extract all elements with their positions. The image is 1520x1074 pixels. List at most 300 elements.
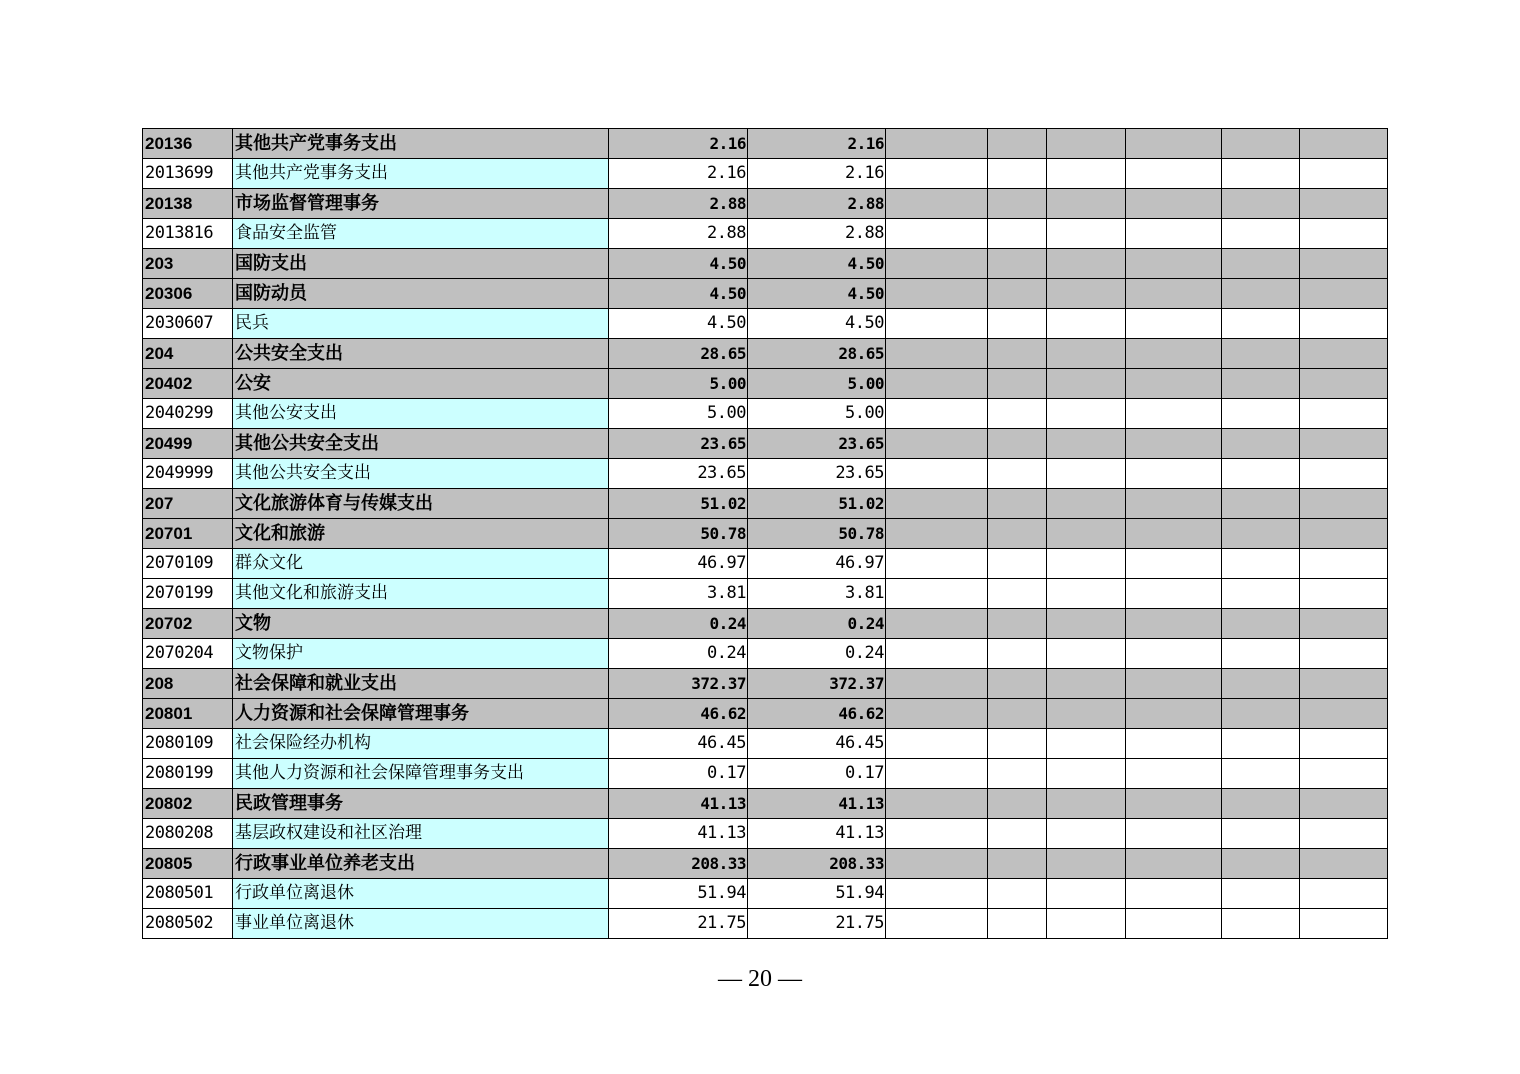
empty-cell [886,579,988,609]
total-amount-cell: 51.02 [609,489,748,519]
total-amount-cell: 2.88 [609,219,748,249]
empty-cell [886,399,988,429]
total-amount-cell: 46.45 [609,729,748,759]
subject-code-cell: 20138 [143,189,233,219]
empty-cell [1222,429,1300,459]
subject-name-cell: 其他公共安全支出 [233,459,609,489]
empty-cell [1126,669,1222,699]
empty-cell [1222,609,1300,639]
empty-cell [1222,189,1300,219]
empty-cell [1047,849,1126,879]
empty-cell [988,849,1047,879]
empty-cell [1047,789,1126,819]
empty-cell [1300,369,1388,399]
empty-cell [1300,819,1388,849]
empty-cell [988,819,1047,849]
basic-amount-cell: 208.33 [748,849,886,879]
empty-cell [1126,579,1222,609]
empty-cell [1047,879,1126,909]
basic-amount-cell: 372.37 [748,669,886,699]
basic-amount-cell: 46.62 [748,699,886,729]
empty-cell [1126,279,1222,309]
basic-amount-cell: 2.16 [748,159,886,189]
empty-cell [886,549,988,579]
subject-name-cell: 国防支出 [233,249,609,279]
empty-cell [886,369,988,399]
subject-name-cell: 行政事业单位养老支出 [233,849,609,879]
empty-cell [1047,159,1126,189]
empty-cell [1222,879,1300,909]
subject-name-cell: 其他公安支出 [233,399,609,429]
subject-name-cell: 社会保险经办机构 [233,729,609,759]
total-amount-cell: 0.24 [609,639,748,669]
empty-cell [1126,159,1222,189]
subject-name-cell: 其他文化和旅游支出 [233,579,609,609]
page-number: — 20 — [718,966,802,992]
subject-name-cell: 公安 [233,369,609,399]
subject-name-cell: 行政单位离退休 [233,879,609,909]
table-row [143,429,1388,459]
empty-cell [1300,909,1388,939]
empty-cell [1222,729,1300,759]
empty-cell [886,729,988,759]
basic-amount-cell: 4.50 [748,249,886,279]
subject-name-cell: 文物 [233,609,609,639]
table-row [143,699,1388,729]
total-amount-cell: 23.65 [609,429,748,459]
empty-cell [988,339,1047,369]
empty-cell [1126,819,1222,849]
table-row [143,819,1388,849]
empty-cell [988,489,1047,519]
total-amount-cell: 2.16 [609,129,748,159]
empty-cell [1300,789,1388,819]
empty-cell [1126,639,1222,669]
empty-cell [1222,369,1300,399]
empty-cell [1047,639,1126,669]
empty-cell [1222,579,1300,609]
empty-cell [886,249,988,279]
empty-cell [1300,159,1388,189]
empty-cell [1222,519,1300,549]
total-amount-cell: 3.81 [609,579,748,609]
empty-cell [1222,759,1300,789]
basic-amount-cell: 23.65 [748,459,886,489]
table-body [143,129,1388,939]
total-amount-cell: 4.50 [609,279,748,309]
empty-cell [1222,909,1300,939]
empty-cell [1047,909,1126,939]
table-row [143,159,1388,189]
empty-cell [1047,759,1126,789]
empty-cell [988,729,1047,759]
empty-cell [988,399,1047,429]
empty-cell [988,909,1047,939]
total-amount-cell: 2.88 [609,189,748,219]
total-amount-cell: 28.65 [609,339,748,369]
empty-cell [1126,789,1222,819]
subject-name-cell: 食品安全监管 [233,219,609,249]
empty-cell [1047,669,1126,699]
basic-amount-cell: 41.13 [748,789,886,819]
total-amount-cell: 4.50 [609,309,748,339]
table-row [143,219,1388,249]
empty-cell [886,279,988,309]
subject-code-cell: 20702 [143,609,233,639]
empty-cell [1126,849,1222,879]
subject-name-cell: 公共安全支出 [233,339,609,369]
empty-cell [1126,399,1222,429]
total-amount-cell: 4.50 [609,249,748,279]
empty-cell [1047,129,1126,159]
empty-cell [1222,699,1300,729]
empty-cell [1300,669,1388,699]
empty-cell [1300,459,1388,489]
empty-cell [988,879,1047,909]
empty-cell [886,339,988,369]
empty-cell [1300,219,1388,249]
empty-cell [886,489,988,519]
empty-cell [1126,879,1222,909]
subject-name-cell: 社会保障和就业支出 [233,669,609,699]
table-row [143,459,1388,489]
subject-code-cell: 203 [143,249,233,279]
empty-cell [1222,489,1300,519]
basic-amount-cell: 50.78 [748,519,886,549]
empty-cell [988,759,1047,789]
table-row [143,399,1388,429]
basic-amount-cell: 5.00 [748,399,886,429]
empty-cell [886,879,988,909]
subject-code-cell: 20402 [143,369,233,399]
table-row [143,879,1388,909]
empty-cell [988,609,1047,639]
empty-cell [886,189,988,219]
subject-name-cell: 文物保护 [233,639,609,669]
subject-name-cell: 其他公共安全支出 [233,429,609,459]
empty-cell [1300,279,1388,309]
subject-name-cell: 其他共产党事务支出 [233,159,609,189]
empty-cell [1047,189,1126,219]
subject-code-cell: 2080199 [143,759,233,789]
basic-amount-cell: 5.00 [748,369,886,399]
subject-name-cell: 其他共产党事务支出 [233,129,609,159]
subject-code-cell: 2070109 [143,549,233,579]
empty-cell [988,549,1047,579]
subject-code-cell: 20701 [143,519,233,549]
basic-amount-cell: 4.50 [748,309,886,339]
empty-cell [886,459,988,489]
empty-cell [1047,489,1126,519]
empty-cell [1300,309,1388,339]
subject-code-cell: 20801 [143,699,233,729]
empty-cell [1300,759,1388,789]
basic-amount-cell: 46.97 [748,549,886,579]
empty-cell [988,639,1047,669]
subject-code-cell: 2070204 [143,639,233,669]
basic-amount-cell: 51.02 [748,489,886,519]
empty-cell [1222,399,1300,429]
empty-cell [988,669,1047,699]
empty-cell [1126,189,1222,219]
empty-cell [1047,819,1126,849]
subject-name-cell: 人力资源和社会保障管理事务 [233,699,609,729]
empty-cell [1047,699,1126,729]
total-amount-cell: 41.13 [609,789,748,819]
empty-cell [988,369,1047,399]
subject-code-cell: 204 [143,339,233,369]
table-row [143,669,1388,699]
empty-cell [988,159,1047,189]
empty-cell [1126,369,1222,399]
empty-cell [1222,159,1300,189]
empty-cell [1047,579,1126,609]
empty-cell [1222,849,1300,879]
empty-cell [1126,129,1222,159]
empty-cell [1300,729,1388,759]
table-row [143,309,1388,339]
empty-cell [886,609,988,639]
subject-code-cell: 2070199 [143,579,233,609]
basic-amount-cell: 51.94 [748,879,886,909]
total-amount-cell: 0.24 [609,609,748,639]
empty-cell [1222,309,1300,339]
total-amount-cell: 23.65 [609,459,748,489]
table-row [143,369,1388,399]
empty-cell [1126,489,1222,519]
total-amount-cell: 51.94 [609,879,748,909]
empty-cell [1126,699,1222,729]
empty-cell [1047,309,1126,339]
empty-cell [988,519,1047,549]
subject-code-cell: 2080501 [143,879,233,909]
subject-code-cell: 2013816 [143,219,233,249]
empty-cell [1047,249,1126,279]
table-row [143,639,1388,669]
empty-cell [1300,339,1388,369]
empty-cell [1047,729,1126,759]
subject-name-cell: 国防动员 [233,279,609,309]
empty-cell [1047,519,1126,549]
total-amount-cell: 21.75 [609,909,748,939]
subject-name-cell: 市场监督管理事务 [233,189,609,219]
table-row [143,609,1388,639]
empty-cell [886,129,988,159]
empty-cell [886,909,988,939]
empty-cell [1300,489,1388,519]
empty-cell [988,429,1047,459]
table-row [143,519,1388,549]
empty-cell [1300,399,1388,429]
empty-cell [1300,879,1388,909]
subject-name-cell: 其他人力资源和社会保障管理事务支出 [233,759,609,789]
empty-cell [1126,249,1222,279]
table-row [143,489,1388,519]
empty-cell [886,699,988,729]
empty-cell [988,129,1047,159]
empty-cell [1047,549,1126,579]
empty-cell [1126,909,1222,939]
total-amount-cell: 5.00 [609,369,748,399]
table-row [143,249,1388,279]
basic-amount-cell: 21.75 [748,909,886,939]
empty-cell [1047,279,1126,309]
empty-cell [988,699,1047,729]
empty-cell [886,789,988,819]
total-amount-cell: 41.13 [609,819,748,849]
empty-cell [1300,549,1388,579]
empty-cell [886,519,988,549]
empty-cell [1222,669,1300,699]
subject-name-cell: 基层政权建设和社区治理 [233,819,609,849]
subject-code-cell: 2049999 [143,459,233,489]
basic-amount-cell: 2.88 [748,219,886,249]
empty-cell [886,159,988,189]
basic-amount-cell: 23.65 [748,429,886,459]
empty-cell [988,459,1047,489]
empty-cell [1047,429,1126,459]
basic-amount-cell: 3.81 [748,579,886,609]
subject-code-cell: 2030607 [143,309,233,339]
table-row [143,909,1388,939]
empty-cell [1300,249,1388,279]
empty-cell [988,219,1047,249]
empty-cell [1047,609,1126,639]
total-amount-cell: 5.00 [609,399,748,429]
subject-code-cell: 207 [143,489,233,519]
basic-amount-cell: 2.16 [748,129,886,159]
empty-cell [1222,789,1300,819]
subject-code-cell: 2013699 [143,159,233,189]
basic-amount-cell: 0.24 [748,639,886,669]
empty-cell [886,429,988,459]
table-row [143,279,1388,309]
subject-name-cell: 事业单位离退休 [233,909,609,939]
total-amount-cell: 208.33 [609,849,748,879]
empty-cell [886,309,988,339]
subject-code-cell: 20306 [143,279,233,309]
empty-cell [1222,639,1300,669]
subject-code-cell: 20805 [143,849,233,879]
empty-cell [1047,459,1126,489]
table-row [143,729,1388,759]
basic-amount-cell: 0.24 [748,609,886,639]
empty-cell [1047,399,1126,429]
empty-cell [886,819,988,849]
empty-cell [886,849,988,879]
empty-cell [1126,309,1222,339]
subject-code-cell: 2080109 [143,729,233,759]
subject-name-cell: 群众文化 [233,549,609,579]
empty-cell [1222,249,1300,279]
table-row [143,129,1388,159]
empty-cell [1047,339,1126,369]
empty-cell [1126,609,1222,639]
empty-cell [1300,189,1388,219]
empty-cell [1222,219,1300,249]
empty-cell [1126,339,1222,369]
basic-amount-cell: 2.88 [748,189,886,219]
table-row [143,849,1388,879]
empty-cell [1222,129,1300,159]
subject-code-cell: 208 [143,669,233,699]
empty-cell [1126,429,1222,459]
subject-name-cell: 文化旅游体育与传媒支出 [233,489,609,519]
empty-cell [988,789,1047,819]
subject-code-cell: 20136 [143,129,233,159]
empty-cell [886,219,988,249]
subject-name-cell: 民政管理事务 [233,789,609,819]
empty-cell [886,639,988,669]
empty-cell [1300,579,1388,609]
empty-cell [1126,729,1222,759]
empty-cell [1126,759,1222,789]
basic-amount-cell: 0.17 [748,759,886,789]
empty-cell [988,579,1047,609]
budget-expenditure-table [142,128,1388,939]
table-row [143,189,1388,219]
empty-cell [1300,429,1388,459]
empty-cell [1300,519,1388,549]
subject-code-cell: 2080208 [143,819,233,849]
subject-code-cell: 2080502 [143,909,233,939]
total-amount-cell: 46.97 [609,549,748,579]
total-amount-cell: 46.62 [609,699,748,729]
empty-cell [1222,549,1300,579]
subject-name-cell: 文化和旅游 [233,519,609,549]
total-amount-cell: 0.17 [609,759,748,789]
basic-amount-cell: 28.65 [748,339,886,369]
empty-cell [1300,849,1388,879]
subject-name-cell: 民兵 [233,309,609,339]
empty-cell [1126,519,1222,549]
empty-cell [1126,549,1222,579]
total-amount-cell: 372.37 [609,669,748,699]
total-amount-cell: 2.16 [609,159,748,189]
empty-cell [1126,459,1222,489]
empty-cell [1222,459,1300,489]
empty-cell [1222,279,1300,309]
empty-cell [988,309,1047,339]
subject-code-cell: 2040299 [143,399,233,429]
empty-cell [1300,609,1388,639]
empty-cell [988,249,1047,279]
empty-cell [1300,699,1388,729]
empty-cell [988,279,1047,309]
table-row [143,549,1388,579]
empty-cell [1047,369,1126,399]
empty-cell [886,759,988,789]
basic-amount-cell: 41.13 [748,819,886,849]
subject-code-cell: 20802 [143,789,233,819]
table-row [143,759,1388,789]
empty-cell [1300,129,1388,159]
basic-amount-cell: 46.45 [748,729,886,759]
total-amount-cell: 50.78 [609,519,748,549]
empty-cell [1300,639,1388,669]
subject-code-cell: 20499 [143,429,233,459]
table-row [143,579,1388,609]
basic-amount-cell: 4.50 [748,279,886,309]
empty-cell [1222,339,1300,369]
empty-cell [1222,819,1300,849]
empty-cell [886,669,988,699]
table-row [143,339,1388,369]
empty-cell [988,189,1047,219]
table-row [143,789,1388,819]
empty-cell [1047,219,1126,249]
empty-cell [1126,219,1222,249]
